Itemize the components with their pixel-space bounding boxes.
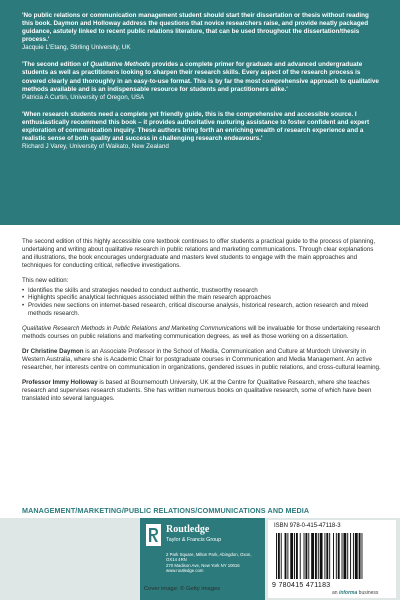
barcode-bar: [311, 533, 314, 579]
barcode-bar: [324, 533, 325, 579]
quote-text: 'When research students need a complete yet friendly guide, this is the comprehensive and accessible source. I enthusiastically recommend this book – it provides authoritative nurturing assistance to foster confident and expert exploration of communication inquiry. These authors bring forth an enriching wealth of research experience and a realistic sense of both quality and success in challenging research endeavours.': [22, 110, 370, 143]
informa-tagline: [332, 590, 378, 596]
quote-book-title: Qualitative Methods: [90, 61, 151, 69]
subject-category: MANAGEMENT/MARKETING/PUBLIC RELATIONS/COMMUNICATIONS AND MEDIA: [22, 506, 310, 515]
quote-text: 'No public relations or communication management student should start their dissertation or thesis without reading this book. Daymon and Holloway address the questions that novice researchers raise, and provide neatly packaged guidance, astutely linked to recent public relations literature, that can be used throughout the dissertation/thesis process.': [22, 12, 369, 44]
barcode-bar: [343, 533, 346, 579]
author-bio-text: is based at Bournemouth University, UK at the Centre for Qualitative Research, where she teaches research and supervises research students. She has written numerous books on qualitative research, some of which have been translated into several languages.: [22, 378, 372, 402]
list-item: • Identifies the skills and strategies needed to conduct authentic, trustworthy research: [22, 287, 382, 295]
barcode-bar: [287, 533, 288, 579]
barcode-bar: [278, 533, 280, 579]
barcode-bar: [338, 533, 340, 579]
informa-suffix: business: [357, 590, 379, 596]
list-item: • Provides new sections on internet-based research, critical discourse analysis, historical research, action research and mixed methods research.: [22, 302, 382, 318]
author-name: Dr Christine Daymon: [22, 347, 84, 355]
barcode-bar: [308, 533, 309, 579]
quote-author: Jacquie L'Etang, Stirling University, UK: [22, 44, 131, 52]
quote-text-part: 'The second edition of: [22, 61, 91, 69]
praise-panel: [0, 0, 400, 225]
barcode-bar: [315, 533, 317, 579]
quote-author: Patricia A Curtin, University of Oregon, USA: [22, 93, 145, 101]
barcode-bar: [353, 533, 354, 579]
barcode-bar: [318, 533, 319, 579]
author-bio-text: is an Associate Professor in the School of Media, Communication and Culture at Murdoch University in Western Australia, where she is Academic Chair for postgraduate courses in Communication and Media Management. An active researcher, her interests centre on communication in organizations, gendered issues in public relations, and cross-cultural learning.: [22, 347, 381, 371]
barcode-bar: [362, 533, 363, 579]
praise-quote-1: [22, 12, 380, 52]
barcode-bar: [296, 533, 298, 579]
audience-paragraph: [22, 325, 382, 341]
author-name: Professor Immy Holloway: [22, 378, 98, 386]
quote-text-part: provides a complete primer for graduate and advanced undergraduate students as well as practitioners looking to sharpen their research skills. Every aspect of the research process is covered clearly and thoroughly in an easy-to-use format. This is by far the most comprehensive approach to qualitative methods available and is an indispensable resource for students and practitioners alike.': [22, 61, 379, 93]
informa-brand: informa: [338, 590, 358, 596]
author-bio-2: [22, 379, 382, 403]
barcode-bar: [294, 533, 295, 579]
barcode-icon: [274, 533, 390, 581]
barcode-bar: [304, 533, 305, 579]
barcode-bar: [276, 533, 277, 579]
publisher-group: Taylor & Francis Group: [166, 537, 222, 543]
barcode-bar: [320, 533, 323, 579]
barcode-bar: [300, 533, 301, 579]
praise-quote-2: [22, 61, 380, 101]
barcode-bar: [347, 533, 348, 579]
barcode-bar: [281, 533, 282, 579]
audience-text: will be invaluable for those undertaking research methods courses on public relations and marketing communication degrees, as well as those working on a dissertation.: [22, 325, 381, 341]
barcode-bar: [326, 533, 328, 579]
book-title: Qualitative Research Methods in Public Relations and Marketing Communications: [22, 325, 247, 333]
description: [22, 238, 382, 409]
informa-prefix: an: [332, 590, 339, 596]
isbn: ISBN 978-0-415-47118-3: [274, 523, 341, 529]
barcode-bar: [305, 533, 307, 579]
quote-author: Richard J Varey, University of Waikato, New Zealand: [22, 143, 169, 151]
features-list: [22, 287, 382, 319]
praise-quote-3: [22, 111, 380, 151]
intro-paragraph: The second edition of this highly accessible core textbook continues to offer students a practical guide to the process of planning, undertaking and writing about qualitative research in public relations and marketing communications. Through clear explanations and illustrations, the book encourages undergraduate and masters level students to engage with the main approaches and techniques for conducting critical, reflective investigations.: [22, 238, 376, 269]
barcode-bar: [333, 533, 334, 579]
barcode-bar: [355, 533, 358, 579]
barcode-bar: [329, 533, 330, 579]
barcode-bar: [342, 533, 343, 579]
routledge-logo-icon: [146, 524, 161, 546]
publisher-address: 2 Park Square, Milton Park, Abingdon, Oxon, OX14 4RN 270 Madison Ave, New York NY 10016 www.routledge.com: [166, 552, 252, 573]
publisher-name: Routledge: [166, 524, 210, 535]
author-bio-1: [22, 348, 382, 372]
barcode-bar: [285, 533, 287, 579]
barcode-bar: [350, 533, 351, 579]
new-edition-heading: This new edition:: [22, 276, 69, 284]
barcode-number: 9 780415 471183: [272, 582, 331, 589]
cover-credit: Cover image: © Getty images: [144, 586, 221, 592]
barcode-bar: [290, 533, 293, 579]
quote-text: [22, 61, 380, 93]
list-item: • Highlights specific analytical techniques associated within the main research approaches: [22, 294, 382, 302]
barcode-bar: [336, 533, 337, 579]
barcode-bar: [359, 533, 361, 579]
